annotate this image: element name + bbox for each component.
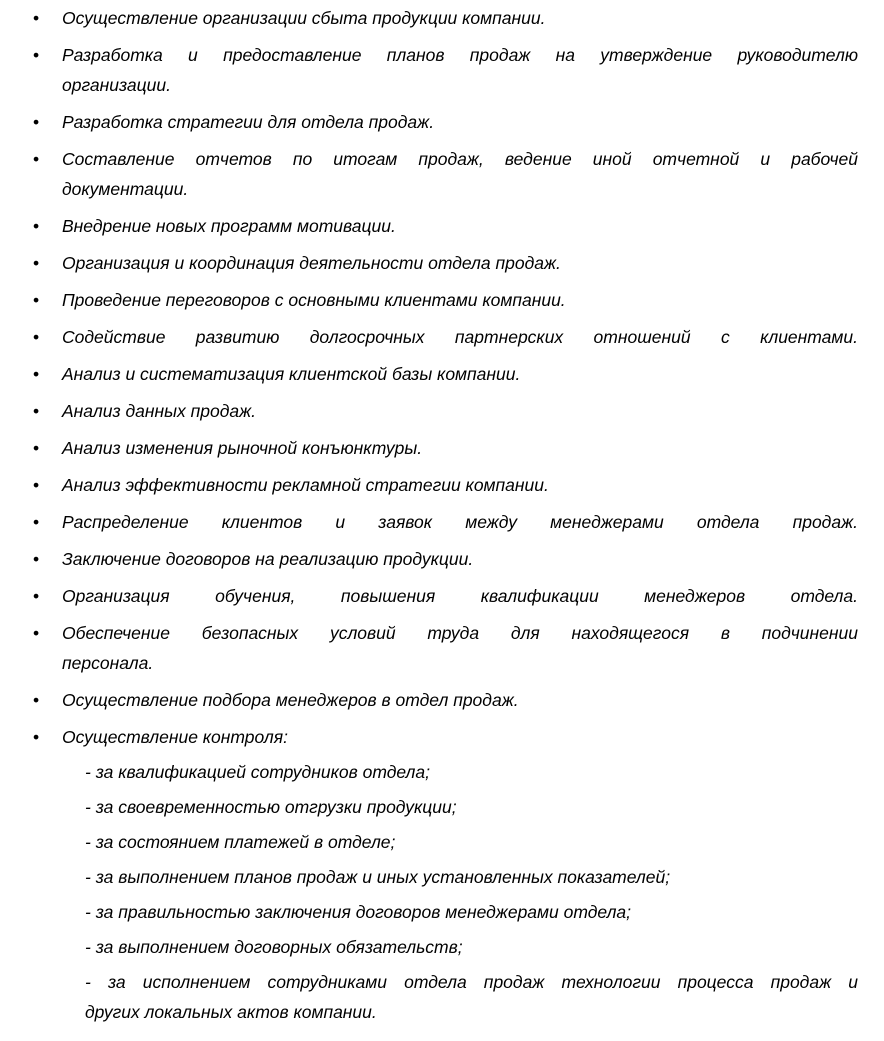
list-item-body	[62, 507, 858, 537]
sub-list-item-line: - за своевременностью отгрузки продукции;	[85, 797, 457, 817]
list-item-line: Анализ эффективности рекламной стратегии компании.	[62, 475, 549, 495]
list-item-line: Внедрение новых программ мотивации.	[62, 216, 396, 236]
list-item-line: Организация обучения, повышения квалификации менеджеров отдела.	[62, 586, 858, 606]
sub-list	[85, 757, 858, 1027]
list-item-line: Заключение договоров на реализацию продукции.	[62, 549, 474, 569]
list-item-line: организации.	[62, 75, 171, 95]
bullet-icon: •	[33, 623, 40, 643]
list-item-body	[62, 3, 858, 33]
list-item	[33, 581, 858, 611]
sub-list-item-line: - за выполнением договорных обязательств;	[85, 937, 463, 957]
list-item-body	[62, 396, 858, 426]
list-item-line: Анализ и систематизация клиентской базы компании.	[62, 364, 521, 384]
list-item-body	[62, 581, 858, 611]
list-item-body	[62, 685, 858, 715]
list-item-line: Содействие развитию долгосрочных партнерских отношений с клиентами.	[62, 327, 858, 347]
list-item-body	[62, 144, 858, 204]
list-item	[33, 544, 858, 574]
list-item-body	[62, 211, 858, 241]
list-item-line: документации.	[62, 179, 189, 199]
bullet-icon: •	[33, 438, 40, 458]
list-item-body	[62, 470, 858, 500]
list-item	[33, 211, 858, 241]
sub-list-item-line: - за правильностью заключения договоров менеджерами отдела;	[85, 902, 632, 922]
sub-list-item	[85, 932, 858, 962]
sub-list-item	[85, 897, 858, 927]
list-item-body	[62, 722, 858, 1027]
list-item-line: персонала.	[62, 653, 154, 673]
sub-list-item-line: - за квалификацией сотрудников отдела;	[85, 762, 430, 782]
list-item-line: Составление отчетов по итогам продаж, ведение иной отчетной и рабочей	[62, 149, 858, 169]
list-item-body	[62, 285, 858, 315]
list-item-line: Разработка стратегии для отдела продаж.	[62, 112, 435, 132]
list-item	[33, 144, 858, 204]
list-item-line: Проведение переговоров с основными клиентами компании.	[62, 290, 566, 310]
list-item-line: Осуществление подбора менеджеров в отдел продаж.	[62, 690, 519, 710]
bullet-icon: •	[33, 727, 40, 747]
list-item-body	[62, 618, 858, 678]
list-item	[33, 285, 858, 315]
list-item-line: Анализ изменения рыночной конъюнктуры.	[62, 438, 423, 458]
list-item	[33, 722, 858, 1027]
bullet-icon: •	[33, 690, 40, 710]
list-item-body	[62, 40, 858, 100]
bullet-icon: •	[33, 253, 40, 273]
bullet-icon: •	[33, 364, 40, 384]
bullet-icon: •	[33, 401, 40, 421]
bullet-icon: •	[33, 149, 40, 169]
list-item-body	[62, 322, 858, 352]
list-item-body	[62, 248, 858, 278]
list-item-line: Обеспечение безопасных условий труда для находящегося в подчинении	[62, 623, 858, 643]
list-item	[33, 685, 858, 715]
list-item	[33, 618, 858, 678]
list-item	[33, 359, 858, 389]
bullet-icon: •	[33, 112, 40, 132]
list-item	[33, 433, 858, 463]
list-item	[33, 322, 858, 352]
sub-list-item	[85, 862, 858, 892]
list-item	[33, 470, 858, 500]
sub-list-item-line: - за выполнением планов продаж и иных установленных показателей;	[85, 867, 671, 887]
sub-list-item	[85, 757, 858, 787]
sub-list-item-line: других локальных актов компании.	[85, 1002, 377, 1022]
bullet-icon: •	[33, 549, 40, 569]
list-item-line: Осуществление организации сбыта продукции компании.	[62, 8, 546, 28]
bullet-icon: •	[33, 45, 40, 65]
list-item-line: Осуществление контроля:	[62, 727, 288, 747]
list-item-line: Распределение клиентов и заявок между менеджерами отдела продаж.	[62, 512, 858, 532]
list-item	[33, 248, 858, 278]
sub-list-item-line: - за состоянием платежей в отделе;	[85, 832, 396, 852]
list-item-body	[62, 107, 858, 137]
sub-list-item	[85, 827, 858, 857]
bullet-icon: •	[33, 290, 40, 310]
bullet-icon: •	[33, 586, 40, 606]
bullet-icon: •	[33, 475, 40, 495]
bullet-icon: •	[33, 8, 40, 28]
list-item	[33, 107, 858, 137]
list-item	[33, 40, 858, 100]
list-item-line: Анализ данных продаж.	[62, 401, 256, 421]
list-item	[33, 3, 858, 33]
sub-list-item	[85, 792, 858, 822]
list-item-body	[62, 433, 858, 463]
bullet-icon: •	[33, 216, 40, 236]
list-item-line: Организация и координация деятельности отдела продаж.	[62, 253, 561, 273]
list-item-line: Разработка и предоставление планов продаж на утверждение руководителю	[62, 45, 858, 65]
list-item-body	[62, 544, 858, 574]
bullet-icon: •	[33, 512, 40, 532]
sub-list-item-line: - за исполнением сотрудниками отдела продаж технологии процесса продаж и	[85, 972, 858, 992]
list-item	[33, 396, 858, 426]
list-item-body	[62, 359, 858, 389]
sub-list-item	[85, 967, 858, 1027]
list-item	[33, 507, 858, 537]
bullet-icon: •	[33, 327, 40, 347]
